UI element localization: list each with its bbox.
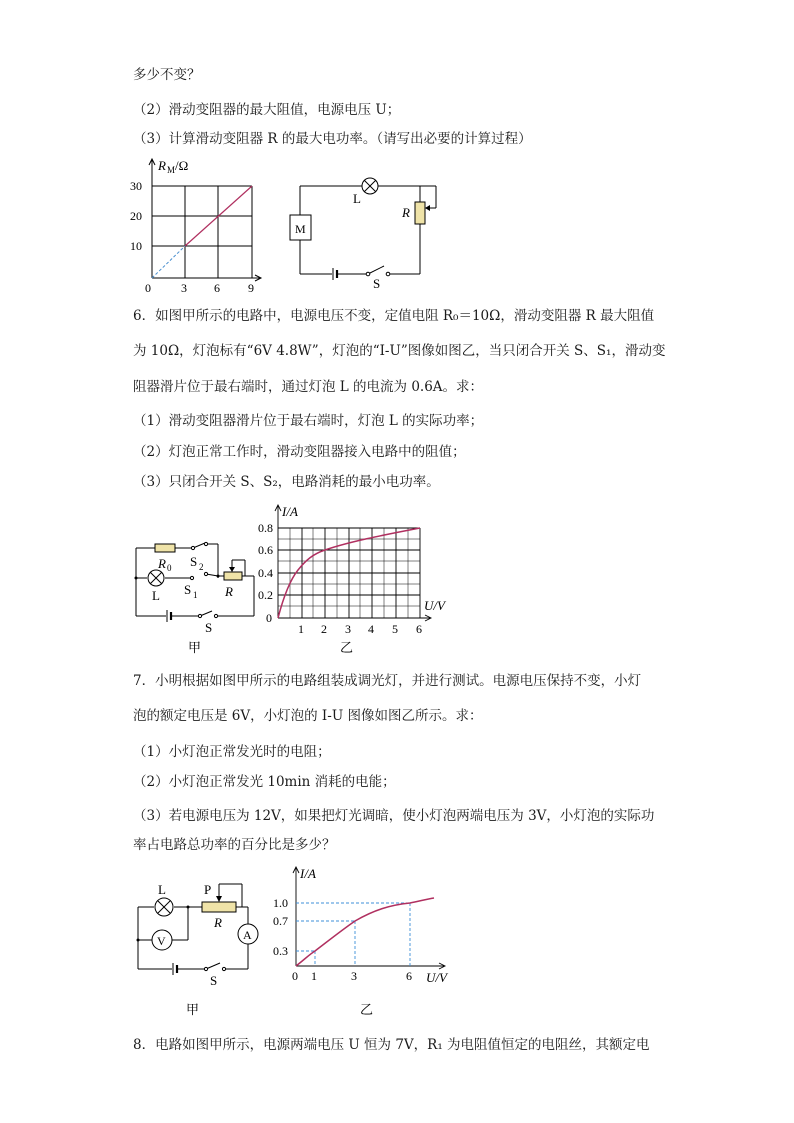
q7-line2: 泡的额定电压是 6V，小灯泡的 I-U 图像如图乙所示。求： <box>133 708 483 724</box>
q5-sub3: （3）计算滑动变阻器 R 的最大电功率。（请写出必要的计算过程） <box>133 131 532 147</box>
q7-x-tick: 3 <box>351 969 357 983</box>
q7-lamp-label: L <box>158 882 166 897</box>
q6-s1-sub: 1 <box>193 590 198 600</box>
q6-iu-chart <box>258 500 458 660</box>
q7-sub3a: （3）若电源电压为 12V，如果把灯光调暗，使小灯泡两端电压为 3V，小灯泡的实际功 <box>133 808 655 824</box>
q5-rheostat-label: R <box>402 205 410 220</box>
q7-slider-label: P <box>204 882 212 897</box>
q6-switch-label: S <box>205 620 213 635</box>
q7-sub2: （2）小灯泡正常发光 10min 消耗的电能； <box>133 774 396 790</box>
q7-chart-ylabel: I/A <box>300 866 316 881</box>
q6-fig-caption-right: 乙 <box>340 640 354 655</box>
q6-s2-sub: 2 <box>199 562 204 572</box>
q6-x-tick: 4 <box>368 622 374 636</box>
q5-lamp-label: L <box>353 191 361 206</box>
q6-y-tick: 0 <box>266 611 272 625</box>
q6-chart-ylabel: I/A <box>282 504 298 519</box>
q6-lamp-label: L <box>152 588 160 603</box>
q5-switch-label: S <box>373 276 381 290</box>
q7-voltmeter-label: V <box>157 934 166 948</box>
q7-fig-caption-left: 甲 <box>186 1002 200 1017</box>
q7-ammeter-label: A <box>243 928 252 942</box>
q5-y-tick: 10 <box>130 239 142 253</box>
q5-circuit-diagram <box>288 170 438 290</box>
q7-sub3b: 率占电路总功率的百分比是多少？ <box>133 837 336 853</box>
q5-tail: 多少不变？ <box>133 67 201 83</box>
q7-line1: 7．小明根据如图甲所示的电路组装成调光灯，并进行测试。电源电压保持不变，小灯 <box>133 673 642 689</box>
q7-y-tick: 0.7 <box>273 914 288 928</box>
q5-resistance-chart <box>128 156 278 296</box>
q6-rheostat-label: R <box>225 584 233 599</box>
q7-rheostat-label: R <box>214 915 222 930</box>
q6-circuit-diagram <box>130 530 260 655</box>
q7-x-tick: 1 <box>311 969 317 983</box>
q6-y-tick: 0.6 <box>258 543 273 557</box>
q6-x-tick: 1 <box>298 622 304 636</box>
q5-chart-ylabel-unit: /Ω <box>175 158 189 173</box>
q7-sub1: （1）小灯泡正常发光时的电阻； <box>133 744 331 760</box>
q7-x-tick: 0 <box>292 969 298 983</box>
q6-r0-sub: 0 <box>167 563 172 573</box>
q7-y-tick: 0.3 <box>273 944 288 958</box>
q6-x-tick: 6 <box>416 622 422 636</box>
q7-chart-xlabel: U/V <box>426 970 447 985</box>
q6-y-tick: 0.2 <box>258 588 273 602</box>
q7-circuit-diagram <box>128 872 268 1022</box>
q5-x-tick: 0 <box>145 281 151 295</box>
q6-x-tick: 3 <box>345 622 351 636</box>
q7-iu-chart <box>272 862 462 1024</box>
q5-sub2: （2）滑动变阻器的最大阻值，电源电压 U； <box>133 102 401 118</box>
q7-switch-label: S <box>210 973 218 988</box>
q5-y-tick: 20 <box>130 209 142 223</box>
q5-motor-label: M <box>295 222 306 236</box>
q5-chart-ylabel: R <box>158 158 166 173</box>
q6-line2: 为 10Ω，灯泡标有“6V 4.8W”，灯泡的“I-U”图像如图乙，当只闭合开关 S、S₁，滑动变 <box>133 343 666 359</box>
q6-y-tick: 0.8 <box>258 521 273 535</box>
q7-x-tick: 6 <box>406 969 412 983</box>
q6-x-tick: 2 <box>321 622 327 636</box>
q7-y-tick: 1.0 <box>273 896 288 910</box>
q6-s1-label: S <box>184 582 192 597</box>
q5-y-tick: 30 <box>130 179 142 193</box>
q6-r0-label: R <box>158 556 166 571</box>
q5-x-tick: 3 <box>181 281 187 295</box>
q6-line1: 6．如图甲所示的电路中，电源电压不变，定值电阻 R₀＝10Ω，滑动变阻器 R 最大阻值 <box>133 308 655 324</box>
q6-s2-label: S <box>190 554 198 569</box>
q6-sub2: （2）灯泡正常工作时，滑动变阻器接入电路中的阻值； <box>133 444 466 460</box>
q6-y-tick: 0.4 <box>258 566 273 580</box>
q6-line3: 阻器滑片位于最右端时，通过灯泡 L 的电流为 0.6A。求： <box>133 379 484 395</box>
q6-sub1: （1）滑动变阻器滑片位于最右端时，灯泡 L 的实际功率； <box>133 413 484 429</box>
q5-chart-ylabel-sub: M <box>167 165 176 175</box>
q7-fig-caption-right: 乙 <box>360 1002 374 1017</box>
q8-line1: 8．电路如图甲所示，电源两端电压 U 恒为 7V，R₁ 为电阻值恒定的电阻丝，其额定电 <box>133 1037 650 1053</box>
q6-x-tick: 5 <box>392 622 398 636</box>
q6-fig-caption-left: 甲 <box>188 640 202 655</box>
q6-sub3: （3）只闭合开关 S、S₂，电路消耗的最小电功率。 <box>133 474 440 490</box>
q5-x-tick: 6 <box>214 281 220 295</box>
q6-chart-xlabel: U/V <box>424 598 445 613</box>
q5-x-tick: 9 <box>248 281 254 295</box>
